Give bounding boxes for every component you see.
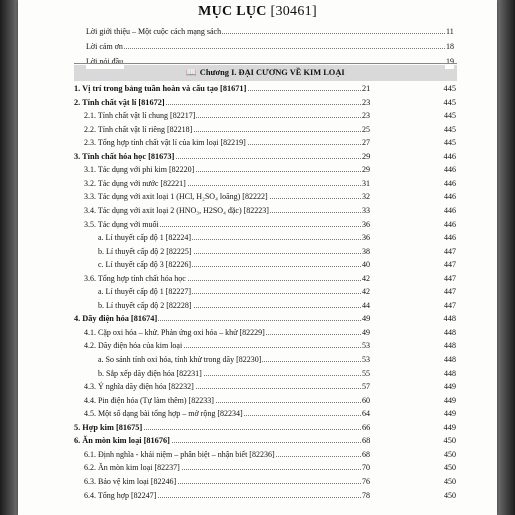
subsection-entry[interactable]: [18, 299, 497, 313]
entry-page: 23: [361, 109, 370, 123]
subsection-entry[interactable]: [18, 461, 497, 475]
subsection-entry[interactable]: [18, 109, 497, 123]
entry-page: 21: [361, 82, 370, 96]
entry-page: 68: [361, 448, 370, 462]
entry-label: 4.2. Dãy điện hóa của kim loại: [84, 339, 183, 353]
entry-page: 70: [361, 461, 370, 475]
entry-answer-page: 447: [444, 300, 456, 310]
entry-answer-page: 448: [444, 327, 456, 337]
entry-answer-page: 446: [444, 205, 456, 215]
entry-page: 60: [361, 394, 370, 408]
entry-label: 4.5. Một số dạng bài tổng hợp – mở rộng [82234]: [84, 407, 244, 421]
entry-page: 36: [361, 231, 370, 245]
entry-label: Lời nói đầu: [86, 55, 124, 69]
entry-answer-page: 450: [444, 490, 456, 500]
entry-label: a. So sánh tính oxi hóa, tính khử trong dãy [82230]: [98, 353, 262, 367]
entry-page: 53: [361, 339, 370, 353]
entry-answer-page: 448: [443, 314, 456, 324]
front-matter-entry[interactable]: [18, 40, 497, 54]
entry-label: 4.1. Cặp oxi hóa – khử. Phản ứng oxi hóa – khử [82229]: [84, 326, 266, 340]
page-title: [18, 4, 497, 20]
entry-page: 11: [445, 25, 454, 39]
entry-label: Lời giới thiệu – Một cuộc cách mạng sách: [86, 25, 222, 39]
book-edge-left: [0, 0, 18, 515]
subsection-entry[interactable]: [18, 190, 497, 204]
entry-label: 6.2. Ăn mòn kim loại [82237]: [84, 461, 181, 475]
entry-answer-page: 450: [444, 463, 456, 473]
section-entry[interactable]: [18, 96, 497, 110]
entry-page: 36: [361, 218, 370, 232]
entry-page: 25: [361, 123, 370, 137]
entry-label: 3.2. Tác dụng với nước [82221]: [84, 177, 187, 191]
entry-answer-page: 446: [444, 165, 456, 175]
dot-leader: [94, 48, 449, 49]
entry-label: 1. Vị trí trong bảng tuần hoàn và cấu tạo [81671]: [74, 82, 247, 96]
entry-label: 4.3. Ý nghĩa dãy điện hóa [82232]: [84, 380, 195, 394]
subsection-entry[interactable]: [18, 380, 497, 394]
subsection-entry[interactable]: [18, 285, 497, 299]
entry-page: 53: [361, 353, 370, 367]
chapter-heading-text: Chương I. ĐẠI CƯƠNG VỀ KIM LOẠI: [199, 68, 345, 77]
entry-page: 18: [445, 40, 454, 54]
title-code: [30461]: [270, 4, 317, 19]
section-entry[interactable]: [18, 434, 497, 448]
entry-page: 29: [361, 163, 370, 177]
entry-answer-page: 448: [444, 341, 456, 351]
entry-label: 6.4. Tổng hợp [82247]: [84, 489, 157, 503]
subsection-entry[interactable]: [18, 163, 497, 177]
entry-page: 78: [361, 489, 370, 503]
entry-page: 42: [361, 272, 370, 286]
section-rule: [74, 63, 457, 64]
entry-label: 2.2. Tính chất vật lí riêng [82218]: [84, 123, 193, 137]
entry-page: 33: [361, 204, 370, 218]
entry-label: 5. Hợp kim [81675]: [74, 421, 143, 435]
section-entry[interactable]: [18, 312, 497, 326]
entry-answer-page: 446: [444, 219, 456, 229]
entry-label: a. Lí thuyết cấp độ 1 [82227]: [98, 285, 192, 299]
entry-page: 31: [361, 177, 370, 191]
entry-page: 29: [361, 150, 370, 164]
entry-answer-page: 448: [444, 368, 456, 378]
entry-label: a. Lí thuyết cấp độ 1 [82224]: [98, 231, 192, 245]
subsection-entry[interactable]: [18, 394, 497, 408]
entry-answer-page: 446: [444, 192, 456, 202]
subsection-entry[interactable]: [18, 353, 497, 367]
entry-answer-page: 446: [443, 151, 456, 161]
subsection-entry[interactable]: [18, 218, 497, 232]
entry-label: 3.5. Tác dụng với muối: [84, 218, 160, 232]
entry-answer-page: 449: [443, 422, 456, 432]
entry-label: 3.3. Tác dụng với axit loại 1 (HCl, H₂SO₄ loãng) [82222]: [84, 190, 269, 204]
entry-answer-page: 445: [444, 138, 456, 148]
subsection-entry[interactable]: [18, 339, 497, 353]
subsection-entry[interactable]: [18, 326, 497, 340]
entry-page: 44: [361, 299, 370, 313]
entry-answer-page: 448: [444, 355, 456, 364]
subsection-entry[interactable]: [18, 136, 497, 150]
subsection-entry[interactable]: [18, 448, 497, 462]
subsection-entry[interactable]: [18, 204, 497, 218]
entry-page: 64: [361, 407, 370, 421]
entry-label: b. Lí thuyết cấp độ 2 [82225]: [98, 245, 193, 259]
entry-label: 2. Tính chất vật lí [81672]: [74, 96, 166, 110]
entry-answer-page: 446: [444, 178, 456, 188]
entry-answer-page: 446: [444, 233, 456, 243]
entry-answer-page: 447: [444, 273, 456, 283]
entry-label: 2.1. Tính chất vật lí chung [82217]: [84, 109, 196, 123]
entry-answer-page: 447: [444, 246, 456, 256]
entry-answer-page: 445: [444, 124, 456, 134]
entry-page: 23: [361, 96, 370, 110]
subsection-entry[interactable]: [18, 475, 497, 489]
entry-answer-page: 447: [444, 287, 456, 297]
entry-label: 6.1. Định nghĩa - khái niệm – phân biệt – nhận biết [82236]: [84, 448, 276, 462]
entry-page: 68: [361, 434, 370, 448]
entry-label: 3.4. Tác dụng với axit loại 2 (HNO₃, H2SO₄ đặc) [82223]: [84, 204, 270, 218]
subsection-entry[interactable]: [18, 231, 497, 245]
entry-page: 27: [361, 136, 370, 150]
entry-answer-page: 449: [444, 409, 456, 419]
section-entry[interactable]: [18, 150, 497, 164]
entry-label: b. Sắp xếp dãy điện hóa [82231]: [98, 367, 203, 381]
entry-label: 4. Dãy điện hóa [81674]: [74, 312, 158, 326]
entry-label: 3. Tính chất hóa học [81673]: [74, 150, 175, 164]
entry-answer-page: 450: [444, 476, 456, 486]
entry-page: 57: [361, 380, 370, 394]
section-entry[interactable]: [18, 421, 497, 435]
entry-page: 19: [445, 55, 454, 69]
section-entry[interactable]: [18, 82, 497, 96]
entry-page: 42: [361, 285, 370, 299]
subsection-entry[interactable]: [18, 245, 497, 259]
entry-label: 4.4. Pin điện hóa (Tự làm thêm) [82233]: [84, 394, 215, 408]
entry-page: 76: [361, 475, 370, 489]
entry-answer-page: 449: [444, 382, 456, 392]
book-icon: 📖: [186, 68, 197, 77]
entry-label: 2.3. Tổng hợp tính chất vật lí của kim loại [82219]: [84, 136, 247, 150]
entry-page: 49: [361, 312, 370, 326]
entry-answer-page: 450: [443, 436, 456, 446]
subsection-entry[interactable]: [18, 123, 497, 137]
entry-answer-page: 445: [444, 111, 456, 121]
entry-answer-page: 445: [443, 97, 456, 107]
entry-label: 6.3. Bảo vệ kim loại [82246]: [84, 475, 177, 489]
book-edge-right: [497, 0, 515, 515]
book-page: [18, 0, 497, 515]
subsection-entry[interactable]: [18, 367, 497, 381]
entry-label: c. Lí thuyết cấp độ 3 [82226]: [98, 258, 192, 272]
entry-answer-page: 445: [443, 84, 456, 93]
entry-answer-page: 447: [444, 260, 456, 270]
entry-page: 40: [361, 258, 370, 272]
entry-label: Lời cảm ơn: [86, 40, 124, 54]
entry-answer-page: 450: [444, 449, 456, 459]
entry-page: 49: [361, 326, 370, 340]
entry-label: b. Lí thuyết cấp độ 2 [82228]: [98, 299, 193, 313]
entry-page: 38: [361, 245, 370, 259]
title-text: MỤC LỤC: [198, 4, 267, 19]
entry-answer-page: 449: [444, 395, 456, 405]
subsection-entry[interactable]: [18, 258, 497, 272]
entry-label: 6. Ăn mòn kim loại [81676]: [74, 434, 171, 448]
entry-page: 55: [361, 367, 370, 381]
subsection-entry[interactable]: [18, 489, 497, 503]
subsection-entry[interactable]: [18, 272, 497, 286]
entry-label: 3.6. Tổng hợp tính chất hóa học: [84, 272, 187, 286]
entry-label: 3.1. Tác dụng với phi kim [82220]: [84, 163, 195, 177]
entry-page: 32: [361, 190, 370, 204]
entry-page: 66: [361, 421, 370, 435]
front-matter-entry[interactable]: [18, 25, 497, 39]
front-matter-entry[interactable]: [18, 55, 497, 69]
subsection-entry[interactable]: [18, 407, 497, 421]
subsection-entry[interactable]: [18, 177, 497, 191]
